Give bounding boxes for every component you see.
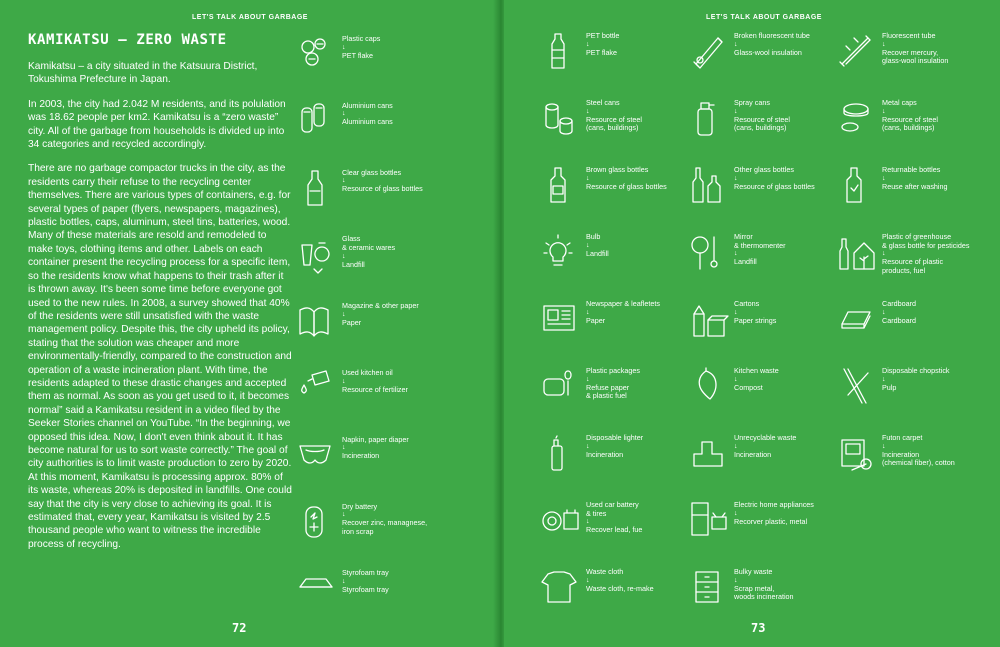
waste-item-text bbox=[342, 169, 460, 194]
waste-item-text bbox=[586, 233, 704, 258]
down-arrow-icon: ↓ bbox=[882, 442, 886, 450]
waste-item-name: Kitchen waste bbox=[734, 366, 779, 375]
metal-caps-icon bbox=[838, 99, 874, 139]
waste-item-result: Pulp bbox=[882, 382, 897, 392]
waste-item-text bbox=[882, 32, 1000, 66]
diaper-icon bbox=[298, 436, 334, 476]
waste-item-result: Landfill bbox=[586, 248, 609, 258]
waste-item-text bbox=[882, 99, 1000, 133]
down-arrow-icon: ↓ bbox=[586, 576, 590, 584]
waste-item-name: Used kitchen oil bbox=[342, 368, 393, 377]
waste-item-text bbox=[586, 32, 704, 57]
waste-item-name: Glass bbox=[342, 234, 361, 244]
down-arrow-icon: ↓ bbox=[586, 375, 590, 383]
waste-item-result: Resource of glass bottles bbox=[734, 181, 815, 191]
down-arrow-icon: ↓ bbox=[586, 241, 590, 249]
cloth-icon bbox=[542, 568, 578, 608]
waste-item-text bbox=[586, 568, 704, 593]
battery-icon bbox=[298, 503, 334, 543]
down-arrow-icon: ↓ bbox=[586, 442, 590, 450]
unrecyclable-icon bbox=[690, 434, 726, 474]
waste-item-result: Resource of plastic bbox=[882, 257, 944, 267]
waste-item-result: Resource of steel bbox=[586, 114, 642, 124]
running-header-right: LET'S TALK ABOUT GARBAGE bbox=[706, 14, 822, 21]
down-arrow-icon: ↓ bbox=[342, 310, 346, 318]
down-arrow-icon: ↓ bbox=[342, 110, 346, 118]
down-arrow-icon: ↓ bbox=[734, 107, 738, 115]
waste-item-text bbox=[882, 166, 1000, 191]
waste-item-text bbox=[586, 166, 704, 191]
paragraph-population: In 2003, the city had 2.042 M residents, and its polulation was 18.62 people per km2. Kamikatsu is a “zero waste” city. All of the garbage from households is divided up into 34 categories and recycled accordingly. bbox=[28, 98, 286, 151]
pet-bottle-icon bbox=[542, 32, 578, 72]
waste-item-name: & thermomenter bbox=[734, 240, 786, 250]
magazine-icon bbox=[298, 302, 334, 342]
page-number-right: 73 bbox=[751, 621, 766, 635]
car-battery-icon bbox=[542, 501, 578, 541]
waste-item-result: Recover zinc, managnese, bbox=[342, 518, 428, 528]
waste-item-result: Paper bbox=[586, 315, 606, 325]
waste-item-text bbox=[734, 568, 852, 602]
waste-item-text bbox=[734, 99, 852, 133]
down-arrow-icon: ↓ bbox=[342, 252, 346, 260]
down-arrow-icon: ↓ bbox=[342, 511, 346, 519]
down-arrow-icon: ↓ bbox=[586, 308, 590, 316]
waste-item-text bbox=[342, 235, 460, 269]
fluorescent-tube-icon bbox=[838, 32, 874, 72]
waste-item-result: (cans, buildings) bbox=[734, 123, 787, 133]
steel-cans-icon bbox=[542, 99, 578, 139]
glass-ceramic-icon bbox=[298, 235, 334, 275]
waste-item-result: Recover mercury, bbox=[882, 47, 939, 57]
waste-item-result: (cans, buildings) bbox=[586, 123, 639, 133]
waste-item-name: Aluminium cans bbox=[342, 100, 393, 110]
waste-item-result: (chemical fiber), cotton bbox=[882, 458, 955, 468]
waste-item-text bbox=[882, 434, 1000, 468]
waste-item-name: Returnable bottles bbox=[882, 165, 941, 174]
waste-item-name: Used car battery bbox=[586, 500, 639, 509]
waste-item-name: Plastic packages bbox=[586, 366, 640, 375]
waste-item-name: Styrofoam tray bbox=[342, 568, 389, 578]
down-arrow-icon: ↓ bbox=[882, 174, 886, 182]
waste-item-text bbox=[586, 434, 704, 459]
down-arrow-icon: ↓ bbox=[734, 40, 738, 48]
waste-item-name: Bulky waste bbox=[734, 567, 773, 576]
other-glass-bottle-icon bbox=[690, 166, 726, 206]
down-arrow-icon: ↓ bbox=[734, 442, 738, 450]
appliances-icon bbox=[690, 501, 726, 541]
down-arrow-icon: ↓ bbox=[734, 250, 738, 258]
article-title: KAMIKATSU – ZERO WASTE bbox=[28, 32, 227, 48]
waste-item-name: Bulb bbox=[586, 232, 601, 241]
waste-item-text bbox=[586, 501, 704, 535]
waste-item-result: glass-wool insulation bbox=[882, 56, 949, 66]
waste-item-result: Recover lead, fue bbox=[586, 525, 643, 535]
waste-item-text bbox=[882, 367, 1000, 392]
waste-item-result: PET flake bbox=[342, 50, 374, 60]
waste-item-name: Magazine & other paper bbox=[342, 301, 419, 311]
waste-item-result: Scrap metal, bbox=[734, 583, 775, 593]
waste-item-result: Aluminium cans bbox=[342, 117, 393, 127]
waste-item-text bbox=[586, 99, 704, 133]
down-arrow-icon: ↓ bbox=[882, 250, 886, 258]
waste-item-name: Mirror bbox=[734, 232, 753, 241]
waste-item-result: Styrofoam tray bbox=[342, 584, 389, 594]
waste-item-result: Compost bbox=[734, 382, 763, 392]
waste-item-result: Resource of steel bbox=[734, 114, 790, 124]
cartons-icon bbox=[690, 300, 726, 340]
plastic-caps-icon bbox=[298, 35, 334, 75]
down-arrow-icon: ↓ bbox=[734, 576, 738, 584]
waste-item-result: Landfill bbox=[734, 257, 757, 267]
down-arrow-icon: ↓ bbox=[734, 174, 738, 182]
waste-item-result: Paper bbox=[342, 317, 362, 327]
waste-item-result: Resource of fertilizer bbox=[342, 384, 408, 394]
waste-item-text bbox=[734, 300, 852, 325]
waste-item-text bbox=[342, 102, 460, 127]
waste-item-result: Cardboard bbox=[882, 315, 916, 325]
waste-item-result: Glass-wool insulation bbox=[734, 47, 802, 57]
waste-item-name: Fluorescent tube bbox=[882, 31, 936, 40]
waste-item-name: Plastic caps bbox=[342, 34, 381, 43]
waste-item-result: Resource of steel bbox=[882, 114, 938, 124]
waste-item-result: woods incineration bbox=[734, 592, 794, 602]
waste-item-result: Reuse after washing bbox=[882, 181, 948, 191]
waste-item-name: Plastic of greenhouse bbox=[882, 232, 952, 241]
waste-item-result: Incineration bbox=[882, 449, 920, 459]
kitchen-waste-icon bbox=[690, 367, 726, 407]
paragraph-intro: Kamikatsu – a city situated in the Katsuura District, Tokushima Prefecture in Japan. bbox=[28, 61, 258, 86]
kitchen-oil-icon bbox=[298, 369, 334, 409]
down-arrow-icon: ↓ bbox=[342, 444, 346, 452]
waste-item-name: Waste cloth bbox=[586, 567, 624, 576]
styrofoam-tray-icon bbox=[298, 569, 334, 609]
down-arrow-icon: ↓ bbox=[342, 577, 346, 585]
waste-item-result: iron scrap bbox=[342, 526, 374, 536]
waste-item-text bbox=[734, 501, 852, 526]
waste-item-name: Metal caps bbox=[882, 98, 917, 107]
waste-item-text bbox=[586, 367, 704, 401]
waste-item-name: Unrecyclable waste bbox=[734, 433, 797, 442]
waste-item-result: Waste cloth, re-make bbox=[586, 583, 654, 593]
waste-item-name: Steel cans bbox=[586, 98, 620, 107]
waste-item-result: Resource of glass bottles bbox=[586, 181, 667, 191]
down-arrow-icon: ↓ bbox=[586, 40, 590, 48]
waste-item-result: Refuse paper bbox=[586, 382, 630, 392]
returnable-bottle-icon bbox=[838, 166, 874, 206]
brown-glass-bottle-icon bbox=[542, 166, 578, 206]
chopsticks-icon bbox=[838, 367, 874, 407]
cardboard-icon bbox=[838, 300, 874, 340]
down-arrow-icon: ↓ bbox=[342, 377, 346, 385]
waste-item-text bbox=[342, 436, 460, 461]
waste-item-name: Napkin, paper diaper bbox=[342, 434, 409, 444]
waste-item-text bbox=[342, 35, 460, 60]
paragraph-main: There are no garbage compactor trucks in the city, as the residents carry their refuse to the recycling center themselves. There are various types of containers, e.g. for several types of paper (flyers, newspapers, magazines), plastic bottles, caps, aluminum, steel tins, batteries, wood. Many of these materials are resold and remodeled to make toys, clothing items and other. Labels on each container present the recycling process for a specific item, so the residents know what happens to their trash after it is thrown away. It's been some time before everyone got used to the new rules. In 2008, a survey showed that 40% of the residents were still unsatisfied with the waste management policy. Despite this, the city upheld its policy, stating that the solution was cheaper and more environmentally-friendly, compared to the construction and operation of a waste incineration plant. With time, the residents adapted to these drastic changes and accepted them as normal. As soon as you get used to it, it becomes normal” said a Kamikatsu resident in a video filed by the Seeker Stories channel on YouTube. “In the beginning, we opposed this idea. Now, I don't even think about it. It has become natural for us to sort waste correctly.” The goal of city authorities is to limit waste production to zero by 2020. At this moment, Kamikatsu is processing approx. 80% of its waste, whereas 20% is deposited in landfills. One could say that the city is very close to achieving its goal. It is estimated that, every year, Kamikatsu is visited by 2.5 thousand people who want to witness the incredible process of recycling. bbox=[28, 163, 292, 550]
waste-item-name: Electric home appliances bbox=[734, 500, 814, 509]
down-arrow-icon: ↓ bbox=[734, 308, 738, 316]
waste-item-text bbox=[342, 569, 460, 594]
lighter-icon bbox=[542, 434, 578, 474]
waste-item-text bbox=[342, 302, 460, 327]
greenhouse-plastic-icon bbox=[838, 233, 874, 273]
waste-item-name: Cardboard bbox=[882, 299, 916, 308]
waste-item-text bbox=[734, 367, 852, 392]
mirror-thermometer-icon bbox=[690, 233, 726, 273]
waste-item-name: & tires bbox=[586, 508, 607, 518]
waste-item-text bbox=[882, 300, 1000, 325]
waste-item-name: Other glass bottles bbox=[734, 165, 794, 174]
down-arrow-icon: ↓ bbox=[586, 174, 590, 182]
running-header-left: LET'S TALK ABOUT GARBAGE bbox=[192, 14, 308, 21]
waste-item-name: Newspaper & leafletets bbox=[586, 299, 660, 308]
article-body bbox=[28, 60, 293, 562]
waste-item-result: Landfill bbox=[342, 259, 365, 269]
waste-item-result: Incineration bbox=[734, 449, 772, 459]
down-arrow-icon: ↓ bbox=[342, 177, 346, 185]
waste-item-name: Cartons bbox=[734, 299, 760, 308]
waste-item-name: PET bottle bbox=[586, 31, 620, 40]
spray-can-icon bbox=[690, 99, 726, 139]
waste-item-result: (cans, buildings) bbox=[882, 123, 935, 133]
waste-item-result: products, fuel bbox=[882, 265, 926, 275]
down-arrow-icon: ↓ bbox=[342, 43, 346, 51]
waste-item-name: & glass bottle for pesticides bbox=[882, 240, 970, 250]
down-arrow-icon: ↓ bbox=[586, 107, 590, 115]
waste-item-result: Incineration bbox=[342, 451, 380, 461]
down-arrow-icon: ↓ bbox=[734, 375, 738, 383]
waste-item-name: Disposable lighter bbox=[586, 433, 644, 442]
down-arrow-icon: ↓ bbox=[882, 40, 886, 48]
down-arrow-icon: ↓ bbox=[882, 308, 886, 316]
waste-item-text bbox=[342, 369, 460, 394]
down-arrow-icon: ↓ bbox=[882, 375, 886, 383]
page-number-left: 72 bbox=[232, 621, 247, 635]
waste-item-name: Brown glass bottles bbox=[586, 165, 649, 174]
down-arrow-icon: ↓ bbox=[734, 509, 738, 517]
fluorescent-tube-broken-icon bbox=[690, 32, 726, 72]
waste-item-result: & plastic fuel bbox=[586, 391, 627, 401]
down-arrow-icon: ↓ bbox=[586, 518, 590, 526]
waste-item-text bbox=[734, 32, 852, 57]
waste-item-name: & ceramic wares bbox=[342, 242, 396, 252]
waste-item-result: PET flake bbox=[586, 47, 618, 57]
waste-item-text bbox=[734, 434, 852, 459]
waste-item-result: Recorver plastic, metal bbox=[734, 516, 808, 526]
waste-item-text bbox=[734, 166, 852, 191]
plastic-packages-icon bbox=[542, 367, 578, 407]
waste-item-text bbox=[342, 503, 460, 537]
waste-item-name: Dry battery bbox=[342, 501, 378, 511]
waste-item-text bbox=[734, 233, 852, 267]
waste-item-result: Resource of glass bottles bbox=[342, 184, 423, 194]
down-arrow-icon: ↓ bbox=[882, 107, 886, 115]
waste-item-name: Spray cans bbox=[734, 98, 770, 107]
bulb-icon bbox=[542, 233, 578, 273]
waste-item-name: Broken fluorescent tube bbox=[734, 31, 810, 40]
waste-item-name: Disposable chopstick bbox=[882, 366, 950, 375]
waste-item-text bbox=[882, 233, 1000, 275]
drawers-icon bbox=[690, 568, 726, 608]
newspaper-icon bbox=[542, 300, 578, 340]
waste-item-result: Incineration bbox=[586, 449, 624, 459]
waste-item-result: Paper strings bbox=[734, 315, 777, 325]
waste-item-name: Clear glass bottles bbox=[342, 167, 402, 177]
futon-icon bbox=[838, 434, 874, 474]
waste-item-name: Futon carpet bbox=[882, 433, 923, 442]
aluminium-cans-icon bbox=[298, 102, 334, 142]
clear-glass-bottle-icon bbox=[298, 169, 334, 209]
waste-item-text bbox=[586, 300, 704, 325]
